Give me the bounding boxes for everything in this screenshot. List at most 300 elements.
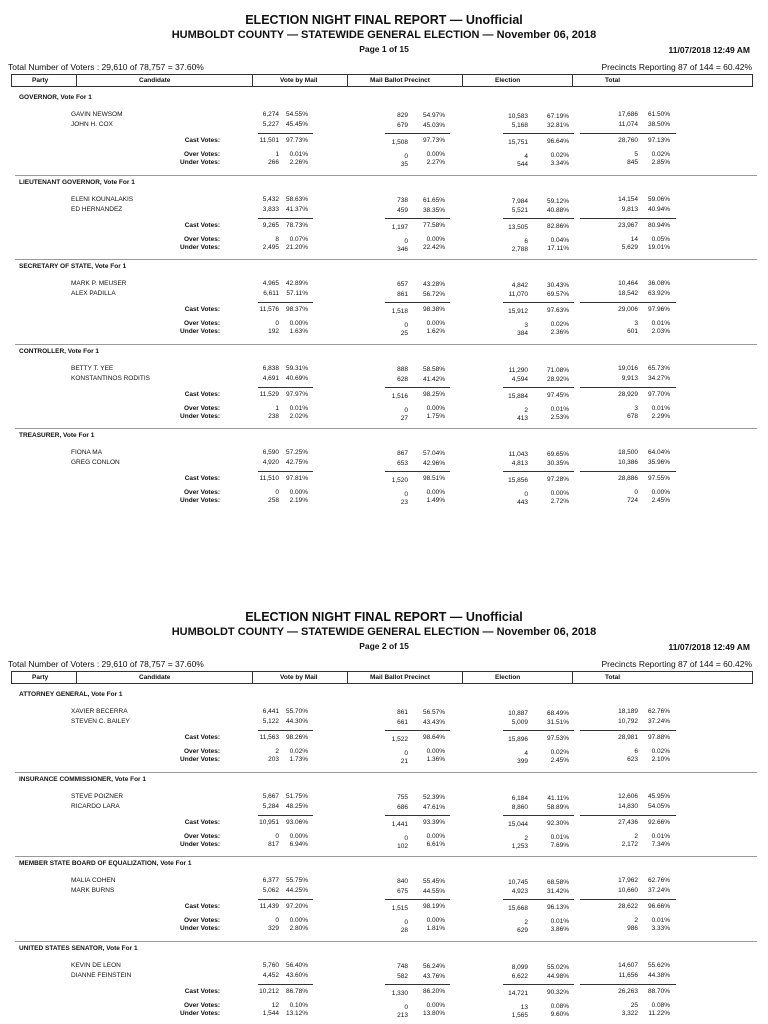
vote-count: 582 xyxy=(397,972,408,980)
over-vote-percent: 0.04% xyxy=(550,236,569,244)
over-votes-label: Over Votes: xyxy=(183,1001,220,1009)
report-timestamp: 11/07/2018 12:49 AM xyxy=(668,45,750,55)
vote-percent: 38.35% xyxy=(422,206,445,214)
vote-count: 10,887 xyxy=(508,710,528,717)
over-vote-percent: 0.00% xyxy=(550,490,569,497)
cast-vote-count: 26,263 xyxy=(618,987,638,995)
vote-percent: 54.55% xyxy=(285,111,308,118)
cast-vote-percent: 97.73% xyxy=(422,137,445,144)
under-vote-count: 1,253 xyxy=(511,842,528,850)
race-title: INSURANCE COMMISSIONER, Vote For 1 xyxy=(19,775,147,783)
over-vote-percent: 0.01% xyxy=(550,918,569,925)
vote-count: 5,521 xyxy=(511,206,528,214)
under-vote-count: 1,565 xyxy=(511,1011,528,1019)
under-vote-count: 817 xyxy=(268,840,279,848)
subtotal-rule xyxy=(580,387,676,388)
vote-count: 5,667 xyxy=(262,792,279,800)
over-vote-percent: 0.02% xyxy=(651,748,670,755)
subtotal-rule xyxy=(503,387,574,388)
under-vote-percent: 9.60% xyxy=(550,1010,569,1018)
cast-vote-count: 28,760 xyxy=(618,137,638,144)
vote-percent: 55.75% xyxy=(285,877,308,884)
vote-count: 459 xyxy=(397,206,408,214)
candidate-name: JOHN H. COX xyxy=(71,121,113,128)
vote-percent: 68.58% xyxy=(546,879,569,886)
subtotal-rule xyxy=(385,387,450,388)
cast-vote-percent: 97.28% xyxy=(546,476,569,483)
over-vote-percent: 0.00% xyxy=(289,320,308,327)
under-vote-count: 203 xyxy=(268,756,279,763)
vote-count: 5,168 xyxy=(511,122,528,129)
cast-vote-count: 1,516 xyxy=(391,392,408,400)
column-divider xyxy=(252,672,253,683)
candidate-name: ALEX PADILLA xyxy=(71,290,116,297)
under-vote-percent: 3.33% xyxy=(651,925,670,932)
under-vote-percent: 2.85% xyxy=(651,159,670,166)
vote-percent: 44.55% xyxy=(422,888,445,895)
vote-count: 10,792 xyxy=(618,718,638,725)
cast-vote-percent: 97.55% xyxy=(647,475,670,482)
page-number: Page 1 of 15 xyxy=(359,44,409,54)
over-vote-percent: 0.00% xyxy=(426,151,445,158)
column-vote-by-mail: Vote by Mail xyxy=(280,77,318,84)
subtotal-rule xyxy=(258,815,313,816)
under-vote-count: 2,495 xyxy=(262,243,279,251)
under-votes-label: Under Votes: xyxy=(180,328,220,335)
under-vote-count: 21 xyxy=(400,758,408,765)
under-votes-label: Under Votes: xyxy=(180,756,220,763)
race-title: MEMBER STATE BOARD OF EQUALIZATION, Vote For 1 xyxy=(19,860,192,867)
candidate-name: XAVIER BECERRA xyxy=(71,708,128,715)
cast-vote-count: 1,197 xyxy=(391,223,408,231)
cast-vote-count: 1,441 xyxy=(391,820,408,828)
vote-percent: 64.04% xyxy=(647,449,670,456)
over-vote-percent: 0.05% xyxy=(651,235,670,243)
vote-count: 888 xyxy=(397,365,408,373)
vote-count: 8,099 xyxy=(511,963,528,971)
under-vote-count: 443 xyxy=(517,499,528,506)
over-vote-count: 0 xyxy=(275,320,279,327)
vote-count: 17,686 xyxy=(618,111,638,118)
under-vote-count: 329 xyxy=(268,925,279,932)
vote-percent: 30.35% xyxy=(546,460,569,467)
under-vote-count: 1,544 xyxy=(262,1009,279,1017)
vote-percent: 56.40% xyxy=(285,961,308,969)
column-election: Election xyxy=(495,77,521,84)
race-block xyxy=(0,179,768,264)
over-vote-count: 0 xyxy=(404,491,408,498)
under-vote-percent: 2.03% xyxy=(651,328,670,335)
race-separator xyxy=(15,856,757,857)
race-title: GOVERNOR, Vote For 1 xyxy=(19,94,92,101)
race-separator xyxy=(15,772,757,773)
vote-count: 4,813 xyxy=(511,460,528,467)
cast-vote-count: 13,505 xyxy=(508,223,528,231)
vote-count: 19,016 xyxy=(618,364,638,372)
under-vote-percent: 1.73% xyxy=(289,756,308,763)
candidate-name: MALIA COHEN xyxy=(71,877,116,884)
over-vote-percent: 0.00% xyxy=(426,404,445,412)
subtotal-rule xyxy=(385,815,450,816)
vote-percent: 57.04% xyxy=(422,450,445,457)
vote-percent: 48.25% xyxy=(285,802,308,810)
subtotal-rule xyxy=(580,984,676,985)
under-vote-percent: 7.34% xyxy=(651,840,670,848)
vote-percent: 32.81% xyxy=(546,122,569,129)
cast-votes-label: Cast Votes: xyxy=(184,818,220,826)
subtotal-rule xyxy=(385,984,450,985)
vote-percent: 42.75% xyxy=(285,459,308,466)
candidate-name: RICARDO LARA xyxy=(71,802,120,810)
vote-percent: 71.08% xyxy=(546,366,569,374)
over-vote-count: 3 xyxy=(524,322,528,329)
vote-percent: 61.50% xyxy=(647,111,670,118)
over-vote-percent: 0.02% xyxy=(550,321,569,328)
cast-vote-percent: 98.64% xyxy=(422,734,445,741)
column-election: Election xyxy=(495,674,521,681)
over-votes-label: Over Votes: xyxy=(183,235,220,243)
vote-count: 686 xyxy=(397,803,408,811)
cast-vote-count: 28,981 xyxy=(618,734,638,741)
report-page-2 xyxy=(0,597,768,1024)
race-separator xyxy=(15,175,757,176)
vote-percent: 44.98% xyxy=(546,972,569,980)
over-vote-percent: 0.02% xyxy=(550,749,569,756)
under-votes-label: Under Votes: xyxy=(180,159,220,166)
vote-percent: 42.96% xyxy=(422,460,445,467)
vote-count: 11,290 xyxy=(508,366,528,374)
cast-vote-count: 9,265 xyxy=(262,221,279,229)
under-vote-count: 399 xyxy=(517,758,528,765)
column-vote-by-mail: Vote by Mail xyxy=(280,674,318,681)
vote-count: 11,656 xyxy=(618,971,638,979)
column-divider xyxy=(462,672,463,683)
vote-percent: 54.97% xyxy=(422,112,445,119)
over-vote-count: 0 xyxy=(404,322,408,329)
under-vote-percent: 2.80% xyxy=(289,925,308,932)
race-block xyxy=(0,691,768,776)
vote-percent: 51.75% xyxy=(285,792,308,800)
cast-vote-count: 23,967 xyxy=(618,221,638,229)
under-vote-count: 623 xyxy=(627,756,638,763)
over-vote-count: 2 xyxy=(275,748,279,755)
vote-count: 657 xyxy=(397,281,408,288)
vote-count: 18,500 xyxy=(618,449,638,456)
vote-count: 5,009 xyxy=(511,719,528,726)
candidate-name: ELENI KOUNALAKIS xyxy=(71,195,134,203)
race-separator xyxy=(15,344,757,345)
under-vote-percent: 2.45% xyxy=(651,497,670,504)
under-vote-percent: 1.49% xyxy=(426,497,445,504)
cast-vote-count: 15,751 xyxy=(508,139,528,146)
under-vote-count: 213 xyxy=(397,1011,408,1019)
subtotal-rule xyxy=(580,899,676,900)
under-vote-count: 3,322 xyxy=(621,1009,638,1017)
over-vote-percent: 0.01% xyxy=(550,405,569,413)
vote-count: 14,830 xyxy=(618,802,638,810)
cast-vote-percent: 97.73% xyxy=(285,137,308,144)
over-vote-percent: 0.10% xyxy=(289,1001,308,1009)
under-vote-count: 845 xyxy=(627,159,638,166)
column-divider xyxy=(347,672,348,683)
vote-count: 6,590 xyxy=(262,449,279,456)
subtotal-rule xyxy=(580,471,676,472)
over-vote-percent: 0.00% xyxy=(289,832,308,840)
vote-count: 5,122 xyxy=(262,718,279,725)
under-vote-count: 5,629 xyxy=(621,243,638,251)
vote-count: 840 xyxy=(397,878,408,885)
cast-vote-count: 28,886 xyxy=(618,475,638,482)
over-vote-percent: 0.01% xyxy=(651,917,670,924)
cast-votes-label: Cast Votes: xyxy=(184,903,220,910)
vote-percent: 36.08% xyxy=(647,280,670,287)
candidate-name: STEVE POIZNER xyxy=(71,792,124,800)
over-vote-percent: 0.02% xyxy=(651,151,670,158)
vote-percent: 57.25% xyxy=(285,449,308,456)
vote-percent: 62.76% xyxy=(647,877,670,884)
under-vote-percent: 2.53% xyxy=(550,413,569,421)
report-subtitle: HUMBOLDT COUNTY — STATEWIDE GENERAL ELECTION — November 06, 2018 xyxy=(171,29,597,41)
over-vote-count: 3 xyxy=(634,320,638,327)
column-party: Party xyxy=(32,77,49,84)
subtotal-rule xyxy=(258,302,313,303)
vote-count: 12,606 xyxy=(618,792,638,800)
over-vote-count: 0 xyxy=(275,489,279,496)
cast-vote-count: 11,439 xyxy=(259,903,279,910)
under-vote-count: 27 xyxy=(400,414,408,422)
over-vote-percent: 0.00% xyxy=(651,489,670,496)
column-divider xyxy=(76,672,77,683)
cast-vote-percent: 98.51% xyxy=(422,475,445,482)
cast-vote-count: 27,436 xyxy=(618,818,638,826)
vote-percent: 40.94% xyxy=(647,205,670,213)
race-title: UNITED STATES SENATOR, Vote For 1 xyxy=(19,944,138,952)
report-timestamp: 11/07/2018 12:49 AM xyxy=(668,642,750,652)
cast-votes-label: Cast Votes: xyxy=(184,221,220,229)
cast-vote-count: 11,529 xyxy=(259,390,279,398)
over-vote-percent: 0.01% xyxy=(550,833,569,841)
vote-count: 4,452 xyxy=(262,971,279,979)
cast-votes-label: Cast Votes: xyxy=(184,137,220,144)
under-vote-count: 258 xyxy=(268,497,279,504)
cast-vote-percent: 98.37% xyxy=(285,306,308,313)
under-vote-percent: 6.61% xyxy=(426,840,445,848)
vote-percent: 47.61% xyxy=(422,803,445,811)
cast-votes-label: Cast Votes: xyxy=(184,475,220,482)
cast-vote-percent: 97.53% xyxy=(546,735,569,742)
subtotal-rule xyxy=(385,730,450,731)
subtotal-rule xyxy=(385,218,450,219)
subtotal-rule xyxy=(503,471,574,472)
under-vote-percent: 1.36% xyxy=(426,756,445,763)
cast-vote-percent: 97.96% xyxy=(647,306,670,313)
over-vote-percent: 0.00% xyxy=(289,489,308,496)
vote-percent: 38.50% xyxy=(647,121,670,128)
over-vote-count: 5 xyxy=(634,151,638,158)
under-vote-percent: 7.69% xyxy=(550,841,569,849)
vote-percent: 45.45% xyxy=(285,121,308,128)
cast-vote-count: 29,006 xyxy=(618,306,638,313)
candidate-name: ED HERNANDEZ xyxy=(71,205,123,213)
race-separator xyxy=(15,941,757,942)
over-vote-count: 0 xyxy=(404,237,408,245)
under-vote-percent: 13.80% xyxy=(422,1009,445,1017)
vote-percent: 55.62% xyxy=(647,961,670,969)
cast-vote-percent: 97.81% xyxy=(285,475,308,482)
subtotal-rule xyxy=(503,730,574,731)
under-vote-percent: 13.12% xyxy=(285,1009,308,1017)
over-votes-label: Over Votes: xyxy=(183,320,220,327)
under-vote-percent: 2.45% xyxy=(550,757,569,764)
over-vote-percent: 0.01% xyxy=(651,832,670,840)
under-vote-count: 2,172 xyxy=(621,840,638,848)
over-vote-count: 2 xyxy=(524,919,528,926)
over-votes-label: Over Votes: xyxy=(183,489,220,496)
under-vote-percent: 6.94% xyxy=(289,840,308,848)
cast-vote-percent: 92.66% xyxy=(647,818,670,826)
vote-percent: 31.42% xyxy=(546,888,569,895)
vote-percent: 56.57% xyxy=(422,709,445,716)
cast-vote-percent: 93.06% xyxy=(285,818,308,826)
race-separator xyxy=(15,259,757,260)
over-vote-count: 8 xyxy=(275,235,279,243)
under-vote-count: 413 xyxy=(517,414,528,422)
column-divider xyxy=(462,75,463,86)
vote-count: 18,189 xyxy=(618,708,638,715)
vote-percent: 55.02% xyxy=(546,963,569,971)
cast-vote-count: 11,510 xyxy=(259,475,279,482)
column-total: Total xyxy=(605,77,621,84)
over-vote-count: 1 xyxy=(275,151,279,158)
subtotal-rule xyxy=(580,133,676,134)
cast-vote-percent: 96.64% xyxy=(546,138,569,145)
vote-percent: 61.65% xyxy=(422,196,445,204)
vote-count: 4,923 xyxy=(511,888,528,895)
vote-count: 755 xyxy=(397,793,408,801)
over-vote-count: 25 xyxy=(630,1001,638,1009)
column-divider xyxy=(572,75,573,86)
candidate-name: MARK BURNS xyxy=(71,887,115,894)
vote-count: 8,860 xyxy=(511,803,528,811)
column-divider xyxy=(76,75,77,86)
under-vote-count: 25 xyxy=(400,330,408,337)
cast-vote-percent: 97.88% xyxy=(647,734,670,741)
cast-vote-percent: 97.97% xyxy=(285,390,308,398)
column-divider xyxy=(347,75,348,86)
vote-percent: 34.27% xyxy=(647,374,670,382)
cast-vote-count: 15,668 xyxy=(508,905,528,912)
cast-vote-count: 15,044 xyxy=(508,820,528,828)
vote-percent: 35.96% xyxy=(647,459,670,466)
candidate-name: FIONA MA xyxy=(71,449,103,456)
over-vote-count: 14 xyxy=(630,235,638,243)
vote-count: 9,813 xyxy=(621,205,638,213)
cast-vote-percent: 97.20% xyxy=(285,903,308,910)
vote-count: 10,660 xyxy=(618,887,638,894)
vote-percent: 69.57% xyxy=(546,291,569,298)
cast-vote-count: 11,501 xyxy=(259,137,279,144)
cast-vote-count: 15,856 xyxy=(508,477,528,484)
vote-count: 9,913 xyxy=(621,374,638,382)
over-vote-count: 0 xyxy=(634,489,638,496)
subtotal-rule xyxy=(258,730,313,731)
cast-vote-percent: 90.32% xyxy=(546,988,569,996)
vote-count: 11,043 xyxy=(508,451,528,458)
cast-vote-percent: 97.13% xyxy=(647,137,670,144)
cast-vote-count: 14,721 xyxy=(508,989,528,997)
cast-vote-percent: 96.13% xyxy=(546,904,569,911)
candidate-name: GAVIN NEWSOM xyxy=(71,111,123,118)
cast-votes-label: Cast Votes: xyxy=(184,390,220,398)
over-vote-count: 4 xyxy=(524,750,528,757)
under-vote-count: 192 xyxy=(268,328,279,335)
vote-count: 5,062 xyxy=(262,887,279,894)
under-votes-label: Under Votes: xyxy=(180,412,220,420)
subtotal-rule xyxy=(503,302,574,303)
vote-percent: 68.49% xyxy=(546,710,569,717)
under-vote-count: 28 xyxy=(400,927,408,934)
vote-percent: 40.88% xyxy=(546,206,569,214)
candidate-name: KEVIN DE LEON xyxy=(71,961,121,969)
vote-percent: 41.37% xyxy=(285,205,308,213)
over-vote-percent: 0.08% xyxy=(550,1002,569,1010)
vote-count: 11,070 xyxy=(508,291,528,298)
under-vote-percent: 2.10% xyxy=(651,756,670,763)
cast-votes-label: Cast Votes: xyxy=(184,306,220,313)
race-block xyxy=(0,860,768,945)
vote-percent: 45.03% xyxy=(422,122,445,129)
under-vote-count: 346 xyxy=(397,245,408,253)
over-vote-count: 12 xyxy=(271,1001,279,1009)
subtotal-rule xyxy=(258,133,313,134)
over-vote-percent: 0.08% xyxy=(651,1001,670,1009)
cast-vote-percent: 77.58% xyxy=(422,221,445,229)
report-title: ELECTION NIGHT FINAL REPORT — Unofficial xyxy=(245,13,523,27)
vote-count: 18,542 xyxy=(618,290,638,297)
cast-vote-percent: 97.45% xyxy=(546,391,569,399)
vote-percent: 52.39% xyxy=(422,793,445,801)
under-vote-count: 238 xyxy=(268,412,279,420)
over-vote-percent: 0.02% xyxy=(550,152,569,159)
under-vote-percent: 2.26% xyxy=(289,159,308,166)
cast-vote-percent: 98.26% xyxy=(285,734,308,741)
vote-percent: 55.70% xyxy=(285,708,308,715)
cast-vote-percent: 92.30% xyxy=(546,819,569,827)
over-vote-percent: 0.02% xyxy=(289,748,308,755)
cast-vote-count: 1,508 xyxy=(391,139,408,146)
under-vote-percent: 19.01% xyxy=(647,243,670,251)
vote-percent: 37.24% xyxy=(647,887,670,894)
vote-percent: 44.38% xyxy=(647,971,670,979)
candidate-name: GREG CONLON xyxy=(71,459,120,466)
over-vote-count: 0 xyxy=(404,153,408,160)
column-party: Party xyxy=(32,674,49,681)
over-vote-percent: 0.00% xyxy=(426,1001,445,1009)
vote-count: 17,962 xyxy=(618,877,638,884)
column-mail-ballot-precinct: Mail Ballot Precinct xyxy=(370,674,430,681)
candidate-name: STEVEN C. BAILEY xyxy=(71,718,130,725)
vote-percent: 40.69% xyxy=(285,374,308,382)
under-votes-label: Under Votes: xyxy=(180,243,220,251)
vote-percent: 65.73% xyxy=(647,364,670,372)
report-subtitle: HUMBOLDT COUNTY — STATEWIDE GENERAL ELECTION — November 06, 2018 xyxy=(171,626,597,638)
over-vote-percent: 0.07% xyxy=(289,235,308,243)
cast-vote-percent: 97.70% xyxy=(647,390,670,398)
cast-vote-count: 28,622 xyxy=(618,903,638,910)
vote-count: 14,607 xyxy=(618,961,638,969)
under-vote-percent: 1.75% xyxy=(426,412,445,420)
over-vote-count: 4 xyxy=(524,153,528,160)
